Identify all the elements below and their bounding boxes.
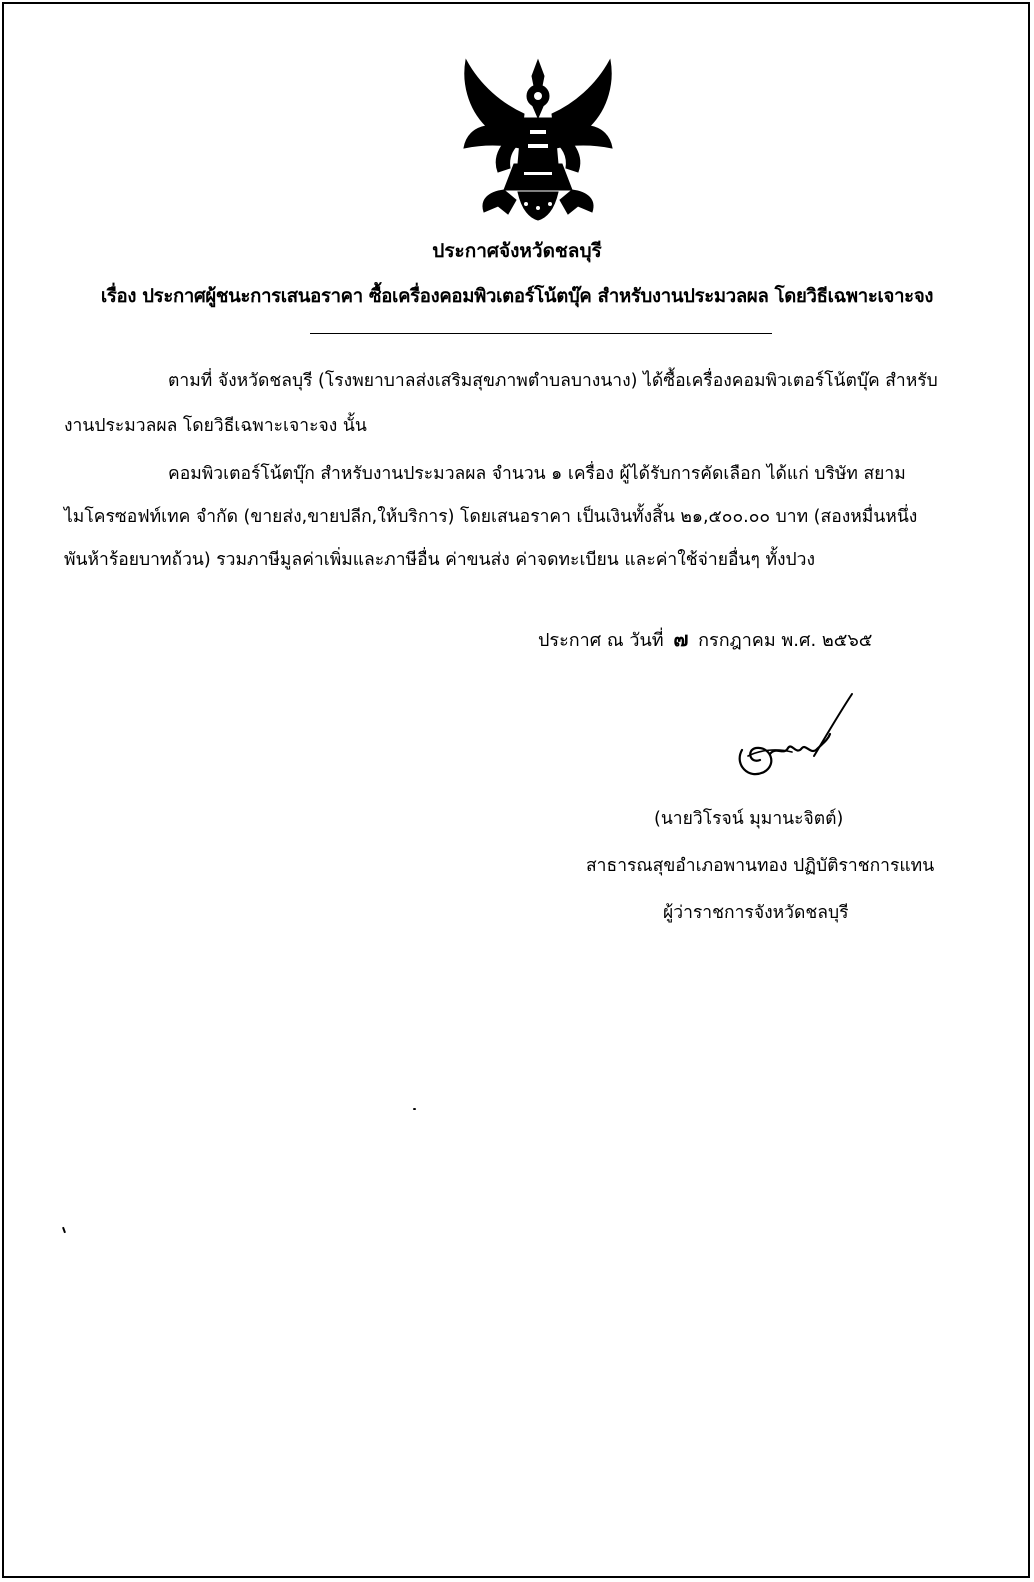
date-day: ๗: [673, 627, 689, 651]
body-line-3: คอมพิวเตอร์โน้ตบุ๊ก สำหรับงานประมวลผล จำนวน ๑ เครื่อง ผู้ได้รับการคัดเลือก ได้แก่ บริษัท สยาม: [168, 464, 906, 484]
scan-speck: [413, 1108, 416, 1110]
signatory-position-1: สาธารณสุขอำเภอพานทอง ปฏิบัติราชการแทน: [586, 856, 935, 876]
body-line-2: งานประมวลผล โดยวิธีเฉพาะเจาะจง นั้น: [64, 416, 367, 436]
signatory-name: (นายวิโรจน์ มุมานะจิตต์): [654, 809, 844, 829]
body-line-5: พันห้าร้อยบาทถ้วน) รวมภาษีมูลค่าเพิ่มและภาษีอื่น ค่าขนส่ง ค่าจดทะเบียน และค่าใช้จ่ายอื่นๆ ทั้งปวง: [64, 550, 816, 570]
document-title: ประกาศจังหวัดชลบุรี: [432, 240, 602, 262]
announcement-date: [538, 623, 872, 655]
handwritten-signature-icon: [730, 690, 860, 790]
document-subject: เรื่อง ประกาศผู้ชนะการเสนอราคา ซื้อเครื่องคอมพิวเตอร์โน้ตบุ๊ค สำหรับงานประมวลผล โดยวิธีเฉพาะเจาะจง: [100, 286, 934, 307]
garuda-emblem-icon: [458, 52, 618, 224]
date-prefix: ประกาศ ณ วันที่: [538, 630, 664, 651]
title-divider: [310, 333, 772, 334]
body-line-4: ไมโครซอฟท์เทค จำกัด (ขายส่ง,ขายปลีก,ให้บริการ) โดยเสนอราคา เป็นเงินทั้งสิ้น ๒๑,๕๐๐.๐๐ บาท (สองหมื่นหนึ่ง: [64, 507, 918, 527]
date-month-year: กรกฎาคม พ.ศ. ๒๕๖๕: [698, 630, 873, 651]
signatory-position-2: ผู้ว่าราชการจังหวัดชลบุรี: [663, 903, 849, 923]
body-line-1: ตามที่ จังหวัดชลบุรี (โรงพยาบาลส่งเสริมสุขภาพตำบลบางนาง) ได้ซื้อเครื่องคอมพิวเตอร์โน้ตบุ๊ค สำหรับ: [168, 371, 938, 391]
